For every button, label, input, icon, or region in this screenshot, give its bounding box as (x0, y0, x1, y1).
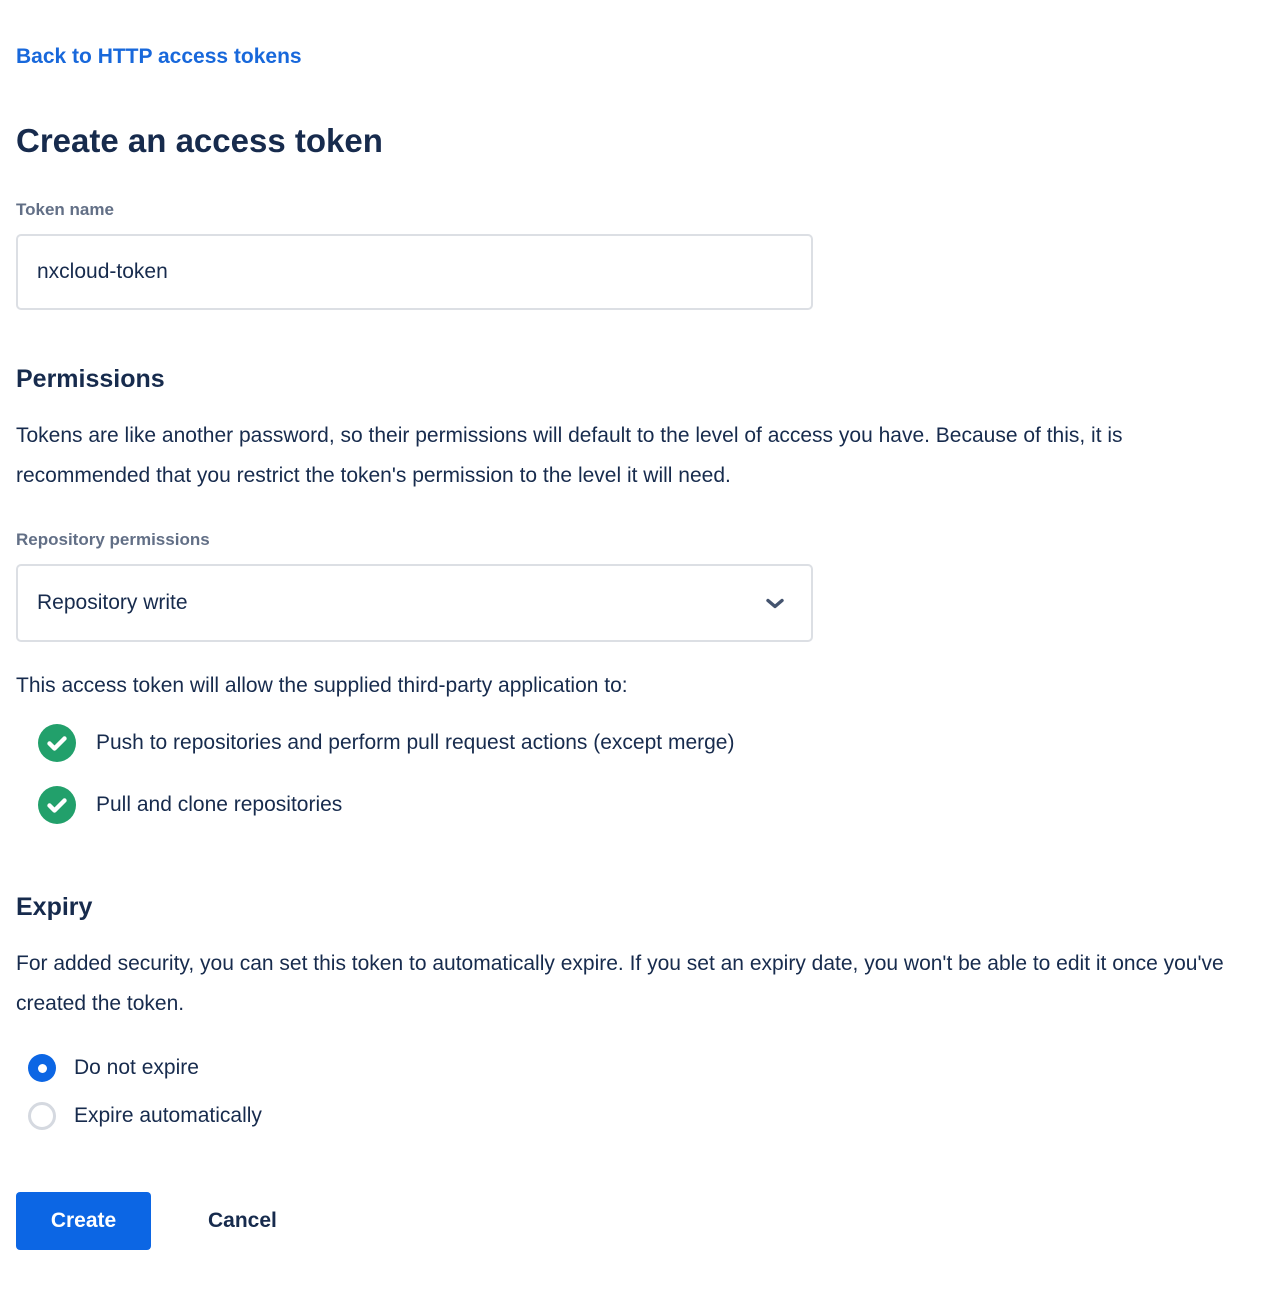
capability-text-pull: Pull and clone repositories (96, 793, 343, 816)
permissions-description: Tokens are like another password, so their permissions will default to the level of access you have. Because of this, it is recommended that you restrict the token's permission to the level it will need. (16, 424, 1123, 487)
chevron-down-icon (763, 591, 787, 615)
repository-permissions-label: Repository permissions (16, 530, 210, 549)
radio-option-do-not-expire[interactable] (16, 1054, 1258, 1082)
radio-selected-icon[interactable] (28, 1054, 56, 1082)
expiry-description: For added security, you can set this token to automatically expire. If you set an expiry date, you won't be able to edit it once you've created the token. (16, 952, 1224, 1015)
radio-label-expire-automatically: Expire automatically (74, 1104, 262, 1127)
capability-row-pull (16, 786, 1258, 824)
expiry-heading: Expiry (16, 893, 93, 921)
check-circle-icon (38, 786, 76, 824)
create-button[interactable]: Create (16, 1192, 151, 1250)
permissions-heading: Permissions (16, 365, 165, 393)
capability-text-push: Push to repositories and perform pull request actions (except merge) (96, 731, 735, 754)
repository-permissions-select[interactable] (16, 564, 813, 642)
check-circle-icon (38, 724, 76, 762)
repository-permissions-selected-value: Repository write (37, 591, 188, 614)
form-actions (16, 1192, 1258, 1250)
expiry-radio-group (16, 1054, 1258, 1130)
capability-list (16, 724, 1258, 824)
radio-label-do-not-expire: Do not expire (74, 1056, 199, 1079)
cancel-button[interactable]: Cancel (193, 1192, 292, 1250)
back-to-http-access-tokens-link[interactable]: Back to HTTP access tokens (16, 45, 302, 68)
token-capabilities-intro: This access token will allow the supplied third-party application to: (16, 674, 628, 697)
capability-row-push (16, 724, 1258, 762)
radio-option-expire-automatically[interactable] (16, 1102, 1258, 1130)
token-name-label: Token name (16, 200, 114, 219)
token-name-input[interactable] (16, 234, 813, 310)
radio-unselected-icon[interactable] (28, 1102, 56, 1130)
page-title: Create an access token (16, 122, 383, 159)
